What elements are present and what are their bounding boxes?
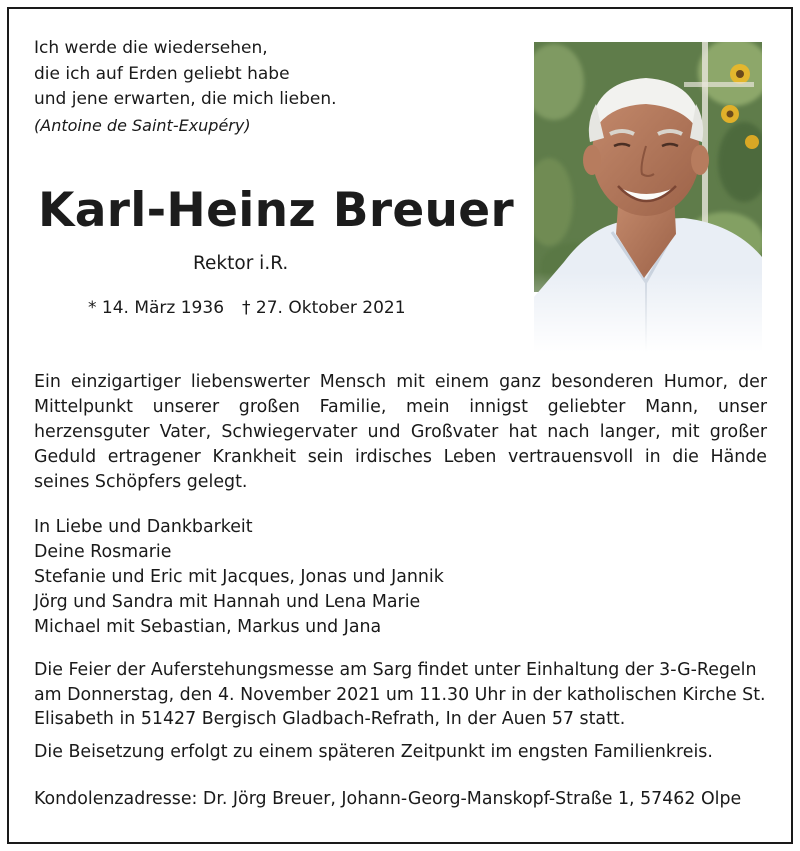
birth-date: * 14. März 1936 [88, 298, 225, 318]
quote-line: und jene erwarten, die mich lieben. [34, 89, 337, 109]
quote-author: (Antoine de Saint-Exupéry) [34, 115, 251, 135]
tribute-text: Ein einzigartiger liebenswerter Mensch mit einem ganz besonderen Humor, der Mittelpunkt unserer großen Familie, mein innigst geliebter Mann, unser herzensguter Vater, Schwiegervater und Großvater hat nach langer, mit großer Geduld ertragener Krankheit sein irdisches Leben vertrauensvoll in die Hände seines Schöpfers gelegt. [34, 372, 767, 492]
memorial-quote [34, 36, 337, 138]
deceased-title: Rektor i.R. [193, 253, 289, 274]
deceased-name: Karl-Heinz Breuer [38, 183, 514, 238]
life-dates [88, 298, 406, 318]
death-date: † 27. Oktober 2021 [242, 298, 406, 318]
quote-line: Ich werde die wiedersehen, [34, 38, 268, 58]
signers-list [34, 515, 444, 640]
signer-line: In Liebe und Dankbarkeit [34, 517, 253, 537]
signer-line: Stefanie und Eric mit Jacques, Jonas und Jannik [34, 567, 444, 587]
burial-info: Die Beisetzung erfolgt zu einem späteren Zeitpunkt im engsten Familienkreis. [34, 742, 713, 762]
condolence-address: Kondolenzadresse: Dr. Jörg Breuer, Johann-Georg-Manskopf-Straße 1, 57462 Olpe [34, 789, 742, 809]
service-info: Die Feier der Auferstehungsmesse am Sarg findet unter Einhaltung der 3-G-Regeln am Donnerstag, den 4. November 2021 um 11.30 Uhr in der katholischen Kirche St. Elisabeth in 51427 Bergisch Gladbach-Refrath, In der Auen 57 statt. [34, 660, 766, 729]
signer-line: Deine Rosmarie [34, 542, 172, 562]
signer-line: Michael mit Sebastian, Markus und Jana [34, 617, 382, 637]
signer-line: Jörg und Sandra mit Hannah und Lena Marie [34, 592, 421, 612]
portrait-photo [534, 42, 762, 352]
quote-line: die ich auf Erden geliebt habe [34, 63, 290, 84]
